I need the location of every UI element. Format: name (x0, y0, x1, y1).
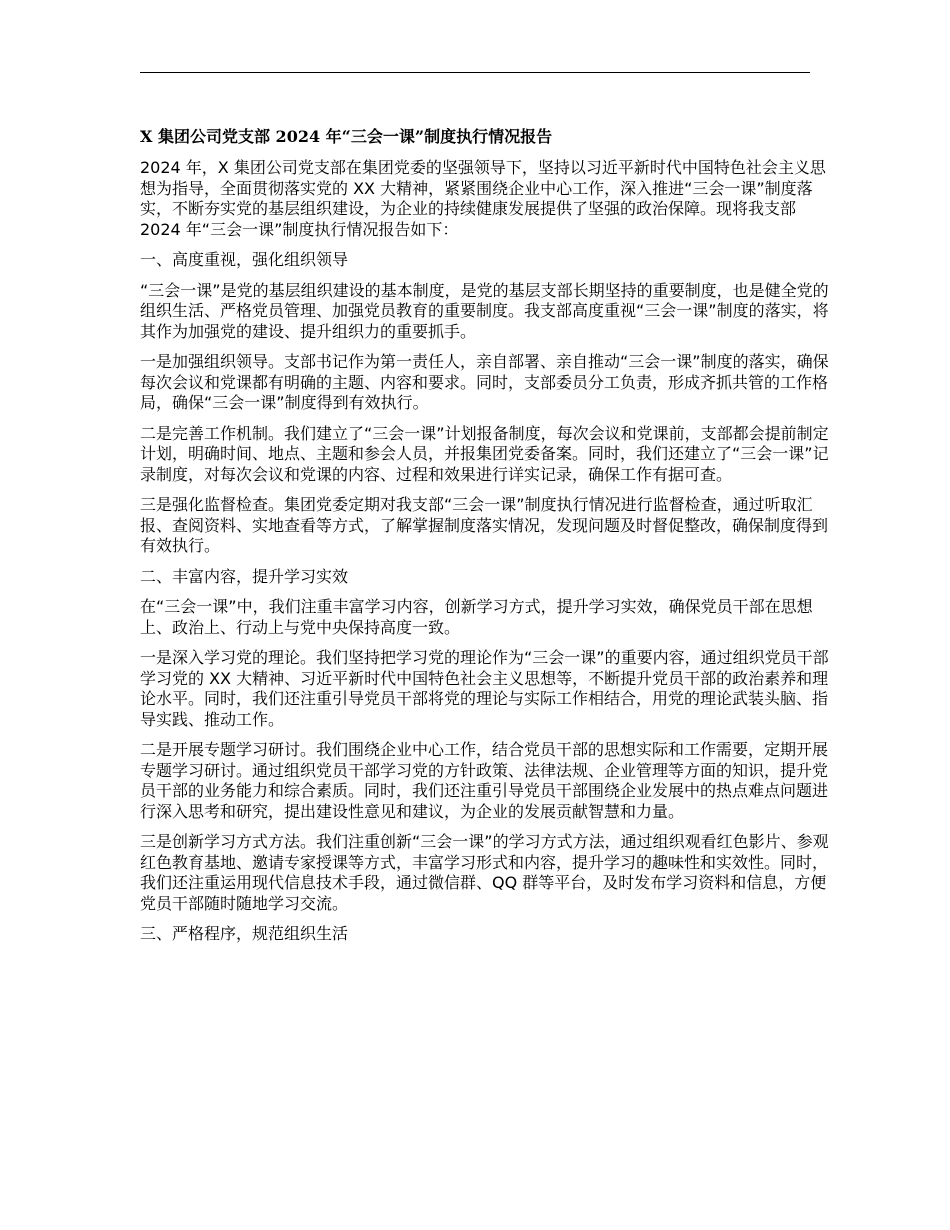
paragraph: 一是加强组织领导。支部书记作为第一责任人，亲自部署、亲自推动“三会一课”制度的落实，确保每次会议和党课都有明确的主题、内容和要求。同时，支部委员分工负责，形成齐抓共管的工作格局，确保“三会一课”制度得到有效执行。 (140, 352, 829, 412)
paragraph: 一是深入学习党的理论。我们坚持把学习党的理论作为“三会一课”的重要内容，通过组织党员干部学习党的 XX 大精神、习近平新时代中国特色社会主义思想等，不断提升党员干部的政治素养和理论水平。同时，我们还注重引导党员干部将党的理论与实际工作相结合，用党的理论武装头脑、指导实践、推动工作。 (140, 648, 829, 729)
section-heading-2: 二、丰富内容，提升学习实效 (140, 566, 349, 586)
paragraph: 二是完善工作机制。我们建立了“三会一课”计划报备制度，每次会议和党课前，支部都会提前制定计划，明确时间、地点、主题和参会人员，并报集团党委备案。同时，我们还建立了“三会一课”记录制度，对每次会议和党课的内容、过程和效果进行详实记录，确保工作有据可查。 (140, 423, 829, 484)
paragraph: 二是开展专题学习研讨。我们围绕企业中心工作，结合党员干部的思想实际和工作需要，定期开展专题学习研讨。通过组织党员干部学习党的方针政策、法律法规、企业管理等方面的知识，提升党员干部的业务能力和综合素质。同时，我们还注重引导党员干部围绕企业发展中的热点难点问题进行深入思考和研究，提出建设性意见和建议，为企业的发展贡献智慧和力量。 (140, 740, 829, 821)
document-title: X 集团公司党支部 2024 年“三会一课”制度执行情况报告 (140, 127, 553, 146)
paragraph-intro: 2024 年，X 集团公司党支部在集团党委的坚强领导下，坚持以习近平新时代中国特色社会主义思想为指导，全面贯彻落实党的 XX 大精神，紧紧围绕企业中心工作，深入推进“三会一课”制度落实，不断夯实党的基层组织建设，为企业的持续健康发展提供了坚强的政治保障。现将我支部 2024 年“三会一课”制度执行情况报告如下： (140, 158, 826, 239)
header-rule (140, 72, 810, 73)
section-heading-3: 三、严格程序，规范组织生活 (140, 924, 349, 943)
paragraph: 在“三会一课”中，我们注重丰富学习内容，创新学习方式，提升学习实效，确保党员干部在思想上、政治上、行动上与党中央保持高度一致。 (140, 597, 813, 637)
document-body (140, 126, 830, 955)
paragraph: 三是创新学习方式方法。我们注重创新“三会一课”的学习方式方法，通过组织观看红色影片、参观红色教育基地、邀请专家授课等方式，丰富学习形式和内容，提升学习的趣味性和实效性。同时，我们还注重运用现代信息技术手段，通过微信群、QQ 群等平台，及时发布学习资料和信息，方便党员干部随时随地学习交流。 (140, 832, 829, 913)
paragraph: 三是强化监督检查。集团党委定期对我支部“三会一课”制度执行情况进行监督检查，通过听取汇报、查阅资料、实地查看等方式，了解掌握制度落实情况，发现问题及时督促整改，确保制度得到有效执行。 (140, 495, 829, 555)
section-heading-1: 一、高度重视，强化组织领导 (140, 250, 349, 269)
paragraph: “三会一课”是党的基层组织建设的基本制度，是党的基层支部长期坚持的重要制度，也是健全党的组织生活、严格党员管理、加强党员教育的重要制度。我支部高度重视“三会一课”制度的落实，将其作为加强党的建设、提升组织力的重要抓手。 (140, 280, 829, 341)
